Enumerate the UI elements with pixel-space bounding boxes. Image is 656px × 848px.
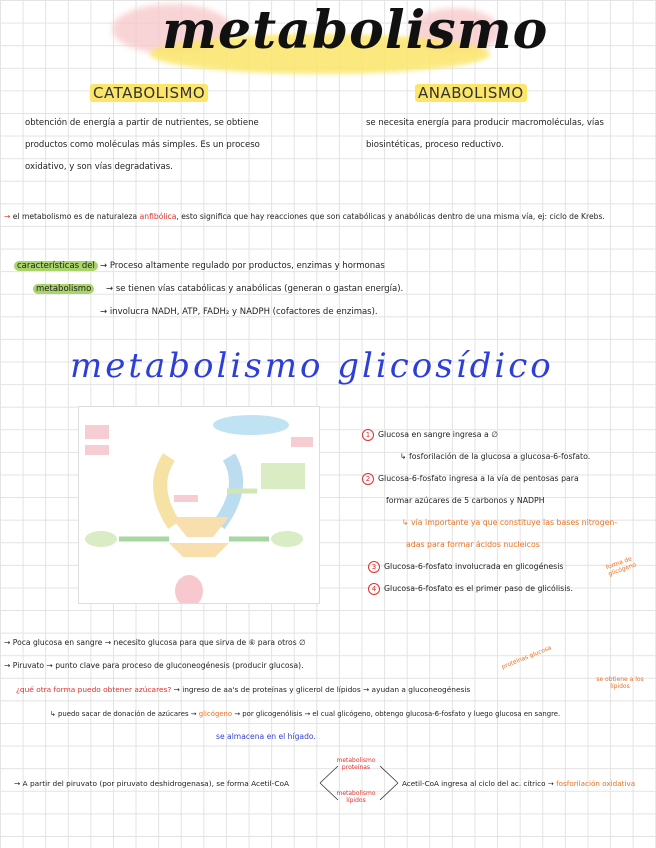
- note-glicogeno: forma de glicógeno: [605, 555, 638, 578]
- bottom-line-6b: Acetil-CoA ingresa al ciclo del ac. cítrico → fosforilación oxidativa: [402, 779, 636, 788]
- caracteristicas-label-2: metabolismo: [33, 278, 94, 300]
- anabolismo-text: se necesita energía para producir macromoléculas, vías biosintéticas, proceso reductivo.: [366, 118, 604, 150]
- diagram-cycle-top: [213, 415, 289, 435]
- diagram-box-2: [85, 445, 109, 455]
- diagram-node-right: [271, 531, 303, 547]
- anfibolica-note: → el metabolismo es de naturaleza anfibólica, esto significa que hay reacciones que son catabólicas y anabólicas dentro de una misma vía, ej: ciclo de Krebs.: [4, 212, 605, 221]
- diagram-box-3: [291, 437, 313, 447]
- diagram-svg: [79, 407, 319, 603]
- diagram-box-1: [85, 425, 109, 439]
- glycogen-metabolism-diagram: [78, 406, 320, 604]
- branch-proteinas: metabolismo proteínas: [336, 757, 376, 771]
- branch-lipidos: metabolismo lípidos: [336, 790, 376, 804]
- anabolismo-heading: ANABOLISMO: [415, 84, 527, 102]
- caracteristicas-label-1: características del: [14, 255, 98, 277]
- bottom-line-6: → A partir del piruvato (por piruvato deshidrogenasa), se forma Acetil-CoA: [14, 779, 290, 788]
- note-lipidos: se obtiene a los lípidos: [596, 676, 644, 690]
- bottom-line-5: se almacena en el hígado.: [216, 732, 316, 741]
- bottom-line-4: ↳ puedo sacar de donación de azúcares → glicógeno → por glicogenólisis → el cual glicógeno, obtengo glucosa-6-fosfato y luego glucosa en sangre.: [50, 710, 561, 718]
- bottom-line-2: → Piruvato → punto clave para proceso de gluconeogénesis (producir glucosa).: [4, 661, 304, 670]
- step-1-detail: ↳ fosforilación de la glucosa a glucosa-6-fosfato.: [400, 452, 591, 461]
- diagram-funnel-2: [169, 543, 229, 557]
- diagram-arrow-left: [160, 457, 174, 525]
- step-1: 1 Glucosa en sangre ingresa a ∅: [362, 424, 652, 446]
- diagram-box-green: [261, 463, 305, 489]
- step-2: 2 Glucosa-6-fosfato ingresa a la vía de pentosas para: [362, 468, 652, 490]
- step-2-note: ↳ vía importante ya que constituye las bases nitrogen-: [402, 518, 618, 527]
- diagram-box-4: [174, 495, 198, 502]
- bottom-line-3: ¿qué otra forma puedo obtener azúcares? → ingreso de aa's de proteínas y glicerol de lípidos → ayudan a gluconeogénesis: [16, 685, 471, 694]
- page-title: metabolismo: [162, 0, 549, 61]
- diagram-end-node: [175, 575, 203, 603]
- branch-arrows: [318, 760, 400, 806]
- step-4: 4 Glucosa-6-fosfato es el primer paso de glicólisis.: [362, 578, 652, 600]
- step-3: 3 Glucosa-6-fosfato involucrada en glicogénesis: [362, 556, 652, 578]
- diagram-funnel: [171, 517, 229, 537]
- caracteristicas-item-2: → se tienen vías catabólicas y anabólicas (generan o gastan energía).: [106, 284, 404, 294]
- caracteristicas-item-3: → involucra NADH, ATP, FADH₂ y NADPH (cofactores de enzimas).: [100, 307, 378, 317]
- caracteristicas-item-1: → Proceso altamente regulado por productos, enzimas y hormonas: [100, 261, 385, 271]
- section-subtitle: metabolismo glicosídico: [70, 346, 554, 386]
- bottom-line-1: → Poca glucosa en sangre → necesito glucosa para que sirva de ⑥ para otros ∅: [4, 638, 306, 647]
- catabolismo-text: obtención de energía a partir de nutrientes, se obtiene productos como moléculas más simples. Es un proceso oxidativo, y son vías degradativas.: [25, 118, 260, 172]
- catabolismo-heading: CATABOLISMO: [90, 84, 208, 102]
- step-2-note-cont: adas para formar ácidos nucleicos: [406, 540, 540, 549]
- note-proteinas: proteínas glucosa: [500, 644, 553, 671]
- step-2-cont: formar azúcares de 5 carbonos y NADPH: [386, 496, 545, 505]
- diagram-node-left: [85, 531, 117, 547]
